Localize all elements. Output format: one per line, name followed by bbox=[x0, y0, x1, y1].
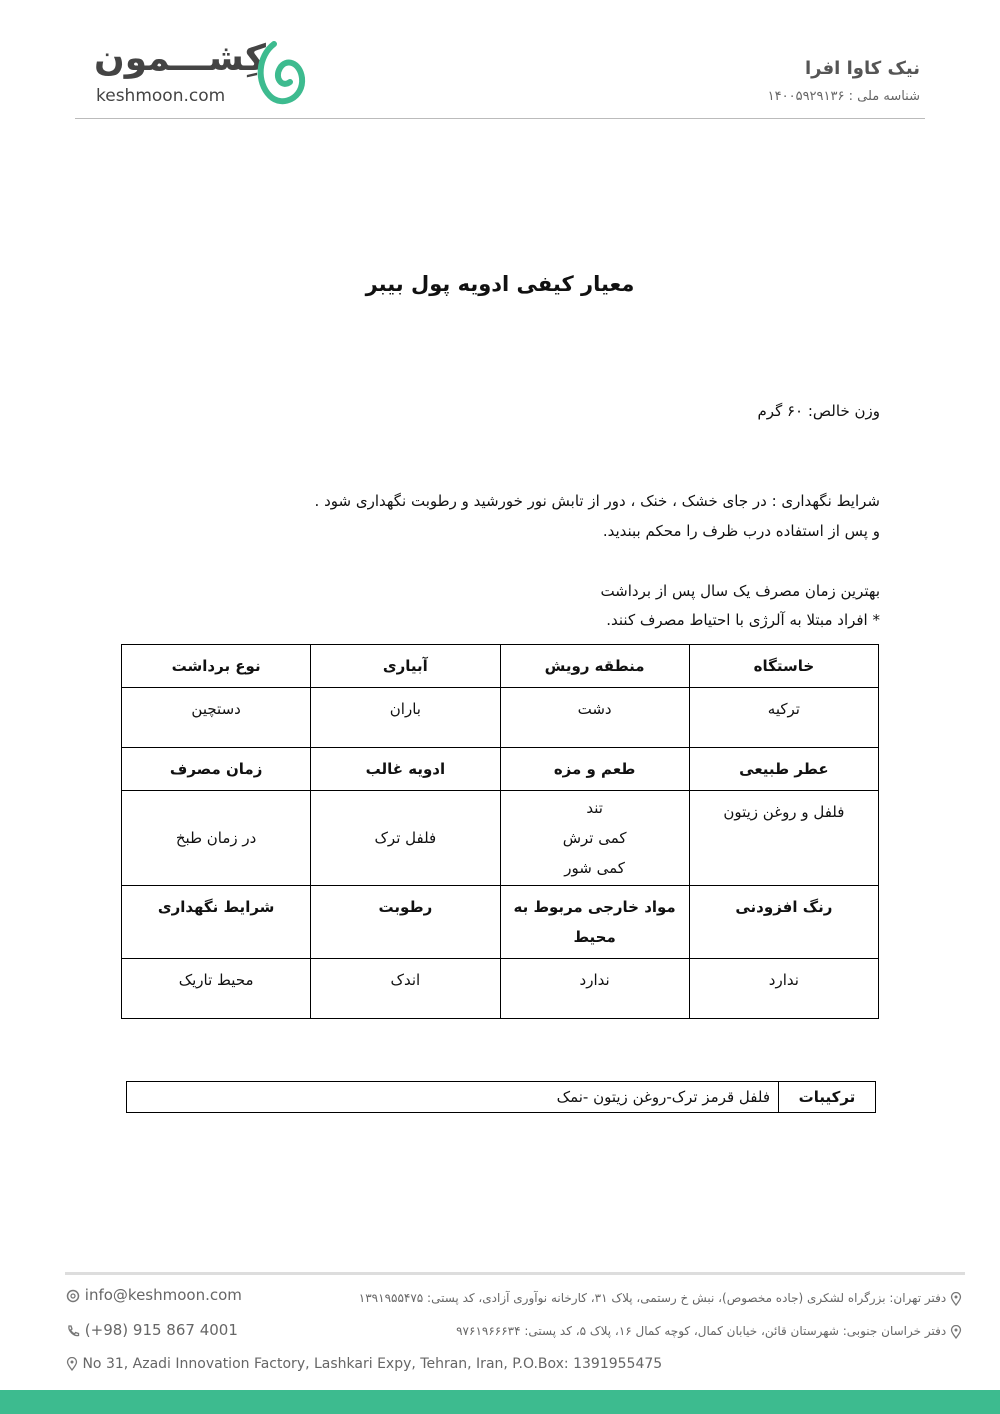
header-storage: شرایط نگهداری bbox=[122, 886, 311, 959]
footer-email[interactable] bbox=[66, 1286, 242, 1304]
table-row-header-2 bbox=[122, 748, 879, 791]
header-region: منطقه رویش bbox=[500, 645, 689, 688]
ingredients-table bbox=[126, 1081, 876, 1113]
logo-text-fa: کِشـــمون bbox=[94, 38, 266, 79]
taste-line-1: تند bbox=[586, 799, 603, 817]
header-harvest: نوع برداشت bbox=[122, 645, 311, 688]
logo-text-en: keshmoon.com bbox=[96, 86, 226, 106]
value-dominant: فلفل ترک bbox=[311, 791, 500, 886]
address-en-text: No 31, Azadi Innovation Factory, Lashkari Expy, Tehran, Iran, P.O.Box: 1391955475 bbox=[82, 1356, 663, 1372]
value-origin: ترکیه bbox=[689, 688, 878, 748]
value-additive-color: ندارد bbox=[689, 959, 878, 1019]
ingredients-row bbox=[127, 1082, 876, 1113]
value-use-time: در زمان طبخ bbox=[122, 791, 311, 886]
ingredients-value: فلفل قرمز ترک-روغن زیتون -نمک bbox=[127, 1082, 779, 1113]
header-irrigation: آبیاری bbox=[311, 645, 500, 688]
phone-icon bbox=[66, 1324, 80, 1338]
header-origin: خاستگاه bbox=[689, 645, 878, 688]
table-row-header-3 bbox=[122, 886, 879, 959]
footer-brand-bar bbox=[0, 1390, 1000, 1414]
value-irrigation: باران bbox=[311, 688, 500, 748]
khorasan-office-text: دفتر خراسان جنوبی: شهرستان قائن، خیابان کمال، کوچه کمال ۱۶، پلاک ۵، کد پستی: ۹۷۶۱۹۶۶۶۳۴ bbox=[456, 1324, 947, 1338]
footer-tehran-office bbox=[359, 1291, 962, 1306]
best-time: بهترین زمان مصرف یک سال پس از برداشت bbox=[600, 582, 880, 600]
value-storage: محیط تاریک bbox=[122, 959, 311, 1019]
header-additive-color: رنگ افزودنی bbox=[689, 886, 878, 959]
header-dominant: ادویه غالب bbox=[311, 748, 500, 791]
value-region: دشت bbox=[500, 688, 689, 748]
taste-line-3: کمی شور bbox=[564, 859, 625, 877]
allergy-note: * افراد مبتلا به آلرژی با احتیاط مصرف کنند. bbox=[606, 611, 880, 629]
email-icon bbox=[66, 1289, 80, 1303]
header-foreign-matter: مواد خارجی مربوط به محیط bbox=[500, 886, 689, 959]
footer-address-en bbox=[66, 1356, 662, 1372]
location-pin-icon bbox=[950, 1325, 962, 1339]
taste-line-2: کمی ترش bbox=[562, 829, 627, 847]
header-use-time: زمان مصرف bbox=[122, 748, 311, 791]
header-divider bbox=[75, 118, 925, 119]
footer-khorasan-office bbox=[456, 1324, 962, 1339]
footer-phone[interactable] bbox=[66, 1321, 238, 1339]
net-weight: وزن خالص: ۶۰ گرم bbox=[757, 402, 880, 420]
header-aroma: عطر طبیعی bbox=[689, 748, 878, 791]
header-humidity: رطوبت bbox=[311, 886, 500, 959]
value-taste bbox=[500, 791, 689, 886]
spec-table bbox=[121, 644, 879, 1019]
storage-line-2: و پس از استفاده درب ظرف را محکم ببندید. bbox=[602, 522, 880, 540]
footer-divider bbox=[65, 1272, 965, 1275]
storage-line-1: شرایط نگهداری : در جای خشک ، خنک ، دور از تابش نور خورشید و رطوبت نگهداری شود . bbox=[314, 492, 880, 510]
value-harvest: دستچین bbox=[122, 688, 311, 748]
header-taste: طعم و مزه bbox=[500, 748, 689, 791]
location-pin-icon bbox=[66, 1357, 78, 1371]
company-block bbox=[768, 58, 920, 104]
table-row-values-1 bbox=[122, 688, 879, 748]
keshmoon-logo bbox=[94, 38, 314, 108]
email-text[interactable]: info@keshmoon.com bbox=[84, 1286, 242, 1304]
table-row-values-3 bbox=[122, 959, 879, 1019]
phone-text[interactable]: (+98) 915 867 4001 bbox=[84, 1321, 238, 1339]
tehran-office-text: دفتر تهران: بزرگراه لشکری (جاده مخصوص)، نبش خ رستمی، پلاک ۳۱، کارخانه نوآوری آزادی، کد پستی: ۱۳۹۱۹۵۵۴۷۵ bbox=[358, 1291, 947, 1305]
table-row-values-2 bbox=[122, 791, 879, 886]
value-foreign-matter: ندارد bbox=[500, 959, 689, 1019]
value-humidity: اندک bbox=[311, 959, 500, 1019]
national-id: شناسه ملی : ۱۴۰۰۵۹۲۹۱۳۶ bbox=[767, 89, 920, 104]
value-aroma: فلفل و روغن زیتون bbox=[689, 791, 878, 886]
location-pin-icon bbox=[950, 1292, 962, 1306]
logo-mark-icon bbox=[252, 38, 308, 106]
table-row-header-1 bbox=[122, 645, 879, 688]
company-name: نیک کاوا افرا bbox=[805, 58, 920, 79]
page-title: معیار کیفی ادویه پول بیبر bbox=[365, 272, 635, 296]
ingredients-label: ترکیبات bbox=[779, 1082, 876, 1113]
